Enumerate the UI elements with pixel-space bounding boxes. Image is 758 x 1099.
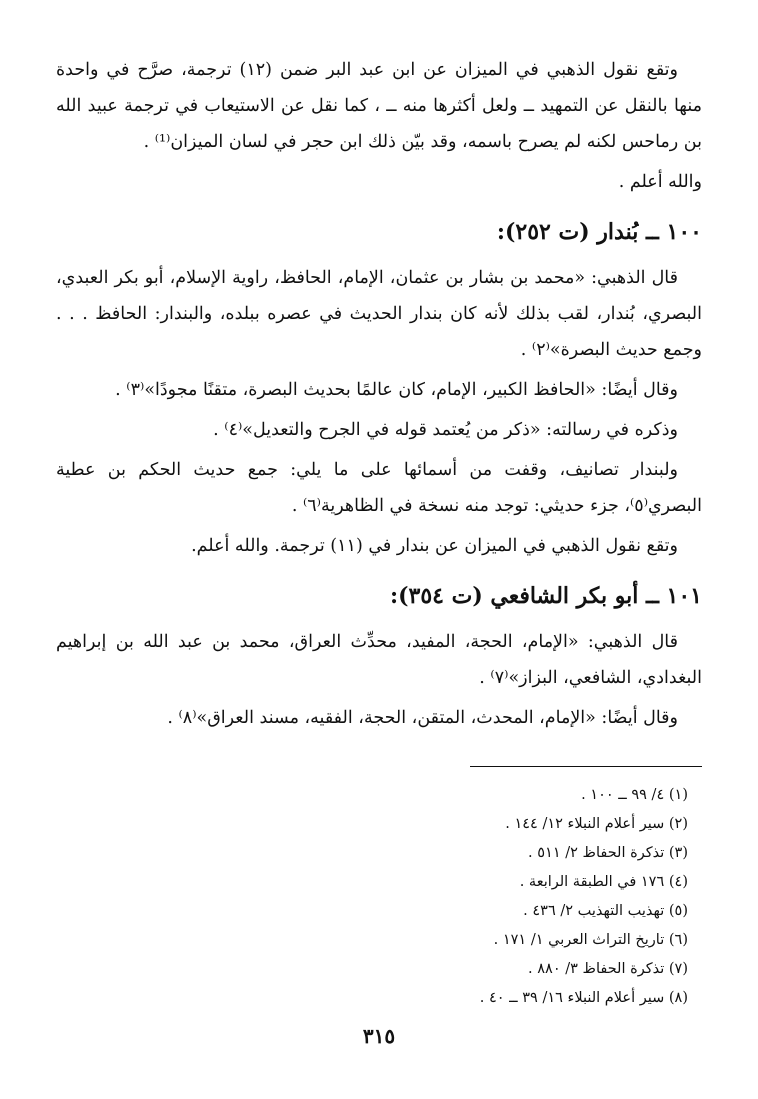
footnote-2: (٢) سير أعلام النبلاء ١٢/ ١٤٤ . [505, 816, 688, 832]
paragraph-5: وذكره في رسالته: «ذكر من يُعتمد قوله في الجرح والتعديل»⁽٤⁾ . [213, 420, 678, 440]
section-heading-100: ١٠٠ ــ بُندار (ت ٢٥٢): [496, 219, 702, 245]
footnote-1: (١) ٤/ ٩٩ ــ ١٠٠ . [581, 787, 688, 803]
footnote-6: (٦) تاريخ التراث العربي ١/ ١٧١ . [493, 932, 688, 948]
paragraph-6: ولبندار تصانيف، وقفت من أسمائها على ما يلي: جمع حديث الحكم بن عطية البصري⁽٥⁾، جزء حديثي: توجد منه نسخة في الظاهرية⁽٦⁾ . [56, 460, 702, 516]
paragraph-1: وتقع نقول الذهبي في الميزان عن ابن عبد البر ضمن (١٢) ترجمة، صرَّح في واحدة منها بالنقل عن التمهيد ــ ولعل أكثرها منه ــ ، كما نقل عن الاستيعاب في ترجمة عبيد الله بن رماحس لكنه لم يصرح باسمه، وقد بيّن ذلك ابن حجر في لسان الميزان⁽¹⁾ . [56, 60, 702, 152]
footnote-7: (٧) تذكرة الحفاظ ٣/ ٨٨٠ . [528, 961, 688, 977]
paragraph-7: وتقع نقول الذهبي في الميزان عن بندار في (١١) ترجمة. والله أعلم. [191, 536, 678, 556]
paragraph-4: وقال أيضًا: «الحافظ الكبير، الإمام، كان عالمًا بحديث البصرة، متقنًا مجودًا»⁽٣⁾ . [115, 380, 678, 400]
paragraph-8: قال الذهبي: «الإمام، الحجة، المفيد، محدِّث العراق، محمد بن عبد الله بن إبراهيم البغدادي، الشافعي، البزاز»⁽٧⁾ . [56, 632, 702, 688]
footnote-divider [470, 766, 702, 767]
paragraph-3: قال الذهبي: «محمد بن بشار بن عثمان، الإمام، الحافظ، راوية الإسلام، أبو بكر العبدي، البصري، بُندار، لقب بذلك لأنه كان بندار الحديث في عصره ببلده، والبندار: الحافظ . . . وجمع حديث البصرة»⁽٢⁾ . [56, 268, 702, 360]
paragraph-2: والله أعلم . [618, 172, 702, 192]
footnotes-list [56, 781, 702, 1013]
footnote-4: (٤) ١٧٦ في الطبقة الرابعة . [519, 874, 688, 890]
paragraph-9: وقال أيضًا: «الإمام، المحدث، المتقن، الحجة، الفقيه، مسند العراق»⁽٨⁾ . [167, 708, 678, 728]
section-heading-101: ١٠١ ــ أبو بكر الشافعي (ت ٣٥٤): [389, 583, 702, 609]
page-number: ٣١٥ [362, 1024, 396, 1048]
footnote-5: (٥) تهذيب التهذيب ٢/ ٤٣٦ . [523, 903, 688, 919]
footnote-8: (٨) سير أعلام النبلاء ١٦/ ٣٩ ــ ٤٠ . [479, 990, 688, 1006]
footnote-3: (٣) تذكرة الحفاظ ٢/ ٥١١ . [528, 845, 688, 861]
